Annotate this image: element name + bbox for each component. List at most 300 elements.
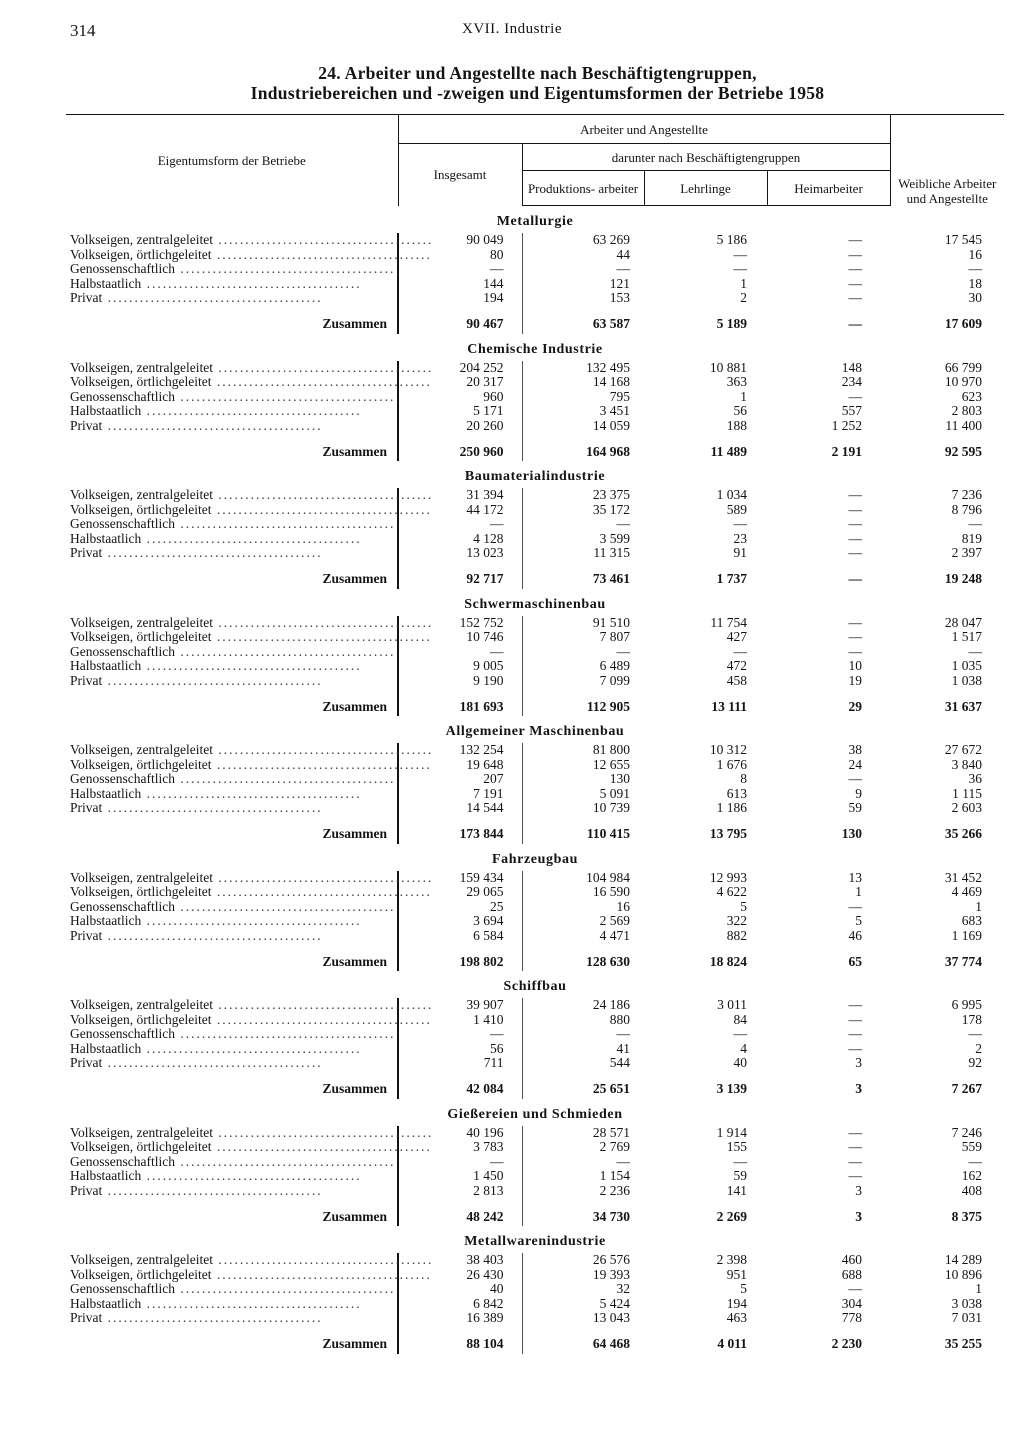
value-home-workers: — — [848, 545, 862, 560]
ownership-label-cell — [66, 246, 432, 263]
total-label: Zusammen — [322, 571, 387, 586]
section-header-row — [66, 461, 1004, 488]
section-header-row — [66, 1226, 1004, 1253]
value-home-workers: — — [848, 1139, 862, 1154]
ownership-label-cell — [66, 801, 398, 816]
table-row — [66, 659, 1004, 674]
table-row — [66, 1297, 1004, 1312]
value-home-workers: — — [848, 898, 862, 914]
value-production-workers: 26 576 — [522, 1253, 644, 1268]
total-value-apprentices: 11 489 — [710, 443, 747, 459]
value-total: — — [398, 262, 522, 277]
value-total: 6 584 — [398, 929, 522, 944]
ownership-label-cell — [66, 1056, 398, 1071]
ownership-label-cell — [66, 277, 398, 292]
value-home-workers: 13 — [848, 869, 862, 885]
table-row — [66, 361, 1004, 376]
value-female: 178 — [961, 1011, 982, 1027]
value-production-workers: 32 — [522, 1282, 644, 1297]
ownership-label: Genossenschaftlich — [70, 771, 175, 786]
table-title — [70, 63, 1005, 103]
value-home-workers: 148 — [841, 359, 862, 375]
value-apprentices: 141 — [726, 1182, 747, 1198]
total-value-home-workers: — — [848, 316, 862, 331]
ownership-label: Volkseigen, zentralgeleitet — [70, 1124, 213, 1140]
total-value-home-workers: 29 — [848, 698, 862, 714]
value-apprentices: 10 312 — [709, 742, 747, 757]
ownership-label-cell — [66, 487, 434, 503]
value-female: 92 — [968, 1055, 982, 1070]
table-row — [66, 390, 1004, 405]
total-value-home-workers: 2 230 — [831, 1336, 862, 1351]
ownership-label: Halbstaatlich — [70, 275, 142, 291]
total-value-home-workers: 2 191 — [831, 443, 862, 459]
total-value-production-workers: 25 651 — [522, 1071, 644, 1099]
leader-dots: ........................................ — [211, 374, 432, 389]
value-production-workers: 81 800 — [522, 743, 644, 758]
value-total: — — [398, 1027, 522, 1042]
ownership-label-cell — [66, 869, 434, 886]
ownership-label-cell — [66, 645, 398, 660]
value-total: 19 648 — [398, 758, 522, 773]
value-total: 132 254 — [398, 743, 522, 758]
value-female: 1 115 — [952, 785, 982, 801]
value-production-workers: 2 569 — [522, 914, 644, 929]
total-row — [66, 816, 1004, 844]
ownership-label: Privat — [70, 800, 103, 815]
value-production-workers: 121 — [522, 277, 644, 292]
value-apprentices: 188 — [726, 417, 747, 433]
value-female: 10 970 — [944, 374, 982, 389]
ownership-label-cell — [66, 614, 434, 631]
value-female: 31 452 — [944, 869, 982, 885]
ownership-label-cell — [66, 1169, 398, 1184]
value-total: 159 434 — [398, 871, 522, 886]
ownership-label: Privat — [70, 927, 103, 943]
ownership-label: Privat — [70, 672, 103, 688]
table-row — [66, 998, 1004, 1013]
total-label: Zusammen — [322, 1336, 387, 1351]
leader-dots: ........................................ — [102, 290, 323, 305]
table-body — [66, 206, 1004, 1354]
value-female: 408 — [961, 1182, 982, 1198]
table-row — [66, 419, 1004, 434]
leader-dots: ........................................ — [141, 530, 362, 546]
value-production-workers: — — [522, 262, 644, 277]
value-female: — — [968, 261, 982, 276]
value-female: 7 236 — [951, 487, 982, 502]
value-total: 5 171 — [398, 404, 522, 419]
table-row — [66, 787, 1004, 802]
value-female: 28 047 — [944, 614, 982, 630]
total-value-total: 198 802 — [398, 943, 522, 971]
value-home-workers: 1 — [855, 884, 862, 899]
value-home-workers: 38 — [848, 742, 862, 757]
leader-dots: ........................................ — [174, 898, 396, 914]
value-production-workers: 14 168 — [522, 375, 644, 390]
value-apprentices: 91 — [733, 545, 747, 560]
value-production-workers: 28 571 — [522, 1126, 644, 1141]
ownership-label-cell — [66, 404, 398, 419]
total-value-production-workers: 110 415 — [522, 816, 644, 844]
value-home-workers: — — [848, 530, 862, 546]
value-production-workers: 10 739 — [522, 801, 644, 816]
value-total: 56 — [398, 1042, 522, 1057]
total-value-apprentices: 1 737 — [716, 571, 747, 586]
table-row — [66, 871, 1004, 886]
value-home-workers: — — [848, 246, 862, 262]
value-production-workers: 6 489 — [522, 659, 644, 674]
total-value-total: 42 084 — [398, 1071, 522, 1099]
value-female: 4 469 — [951, 884, 982, 899]
value-female: 1 — [975, 898, 982, 914]
value-total: 152 752 — [398, 616, 522, 631]
value-total: 2 813 — [398, 1184, 522, 1199]
ownership-label: Genossenschaftlich — [70, 516, 175, 531]
value-apprentices: 5 — [740, 898, 747, 914]
ownership-label: Volkseigen, örtlichgeleitet — [70, 374, 212, 389]
value-home-workers: — — [848, 1153, 862, 1169]
ownership-label: Genossenschaftlich — [70, 1281, 175, 1296]
table-row — [66, 1126, 1004, 1141]
value-home-workers: 5 — [855, 913, 862, 928]
ownership-label-cell — [66, 1011, 432, 1028]
value-female: 14 289 — [944, 1252, 982, 1267]
total-value-home-workers: 3 — [855, 1208, 862, 1224]
value-female: 8 796 — [951, 501, 982, 517]
ownership-label: Volkseigen, zentralgeleitet — [70, 869, 213, 885]
ownership-label-cell — [66, 374, 432, 390]
value-production-workers: 63 269 — [522, 233, 644, 248]
section-header-row — [66, 589, 1004, 616]
value-total: 144 — [398, 277, 522, 292]
value-total: 29 065 — [398, 885, 522, 900]
value-female: 2 803 — [951, 403, 982, 418]
value-home-workers: 688 — [841, 1266, 862, 1282]
ownership-label-cell — [66, 1155, 398, 1170]
value-total: 40 — [398, 1282, 522, 1297]
ownership-label-cell — [66, 262, 398, 277]
value-female: 683 — [961, 913, 982, 928]
leader-dots: ........................................ — [102, 1182, 323, 1198]
ownership-label-cell — [66, 546, 398, 561]
ownership-label-cell — [66, 359, 434, 376]
leader-dots: ........................................ — [212, 359, 434, 375]
value-apprentices: 8 — [740, 771, 747, 786]
value-female: 2 397 — [951, 545, 982, 560]
value-home-workers: — — [848, 614, 862, 630]
value-production-workers: 4 471 — [522, 929, 644, 944]
total-value-apprentices: 4 011 — [717, 1336, 747, 1351]
value-home-workers: — — [848, 516, 862, 531]
value-home-workers: 1 252 — [831, 417, 862, 433]
value-production-workers: 130 — [522, 772, 644, 787]
value-production-workers: 3 451 — [522, 404, 644, 419]
total-row — [66, 561, 1004, 589]
table-row — [66, 375, 1004, 390]
value-total: 1 410 — [398, 1013, 522, 1028]
value-home-workers: 304 — [841, 1295, 862, 1311]
value-home-workers: 46 — [848, 927, 862, 943]
ownership-label-cell — [66, 532, 398, 547]
value-production-workers: 14 059 — [522, 419, 644, 434]
value-apprentices: 194 — [726, 1295, 747, 1311]
total-value-female: 35 266 — [944, 826, 982, 841]
leader-dots: ........................................ — [212, 869, 434, 885]
total-label: Zusammen — [322, 953, 387, 969]
leader-dots: ........................................ — [174, 1281, 396, 1296]
value-apprentices: 882 — [726, 927, 747, 943]
value-female: 1 517 — [951, 629, 982, 644]
total-row — [66, 306, 1004, 334]
value-production-workers: 544 — [522, 1056, 644, 1071]
total-value-female: 35 255 — [944, 1336, 982, 1351]
value-female: 17 545 — [944, 232, 982, 247]
ownership-label-cell — [66, 787, 398, 802]
table-row — [66, 914, 1004, 929]
value-production-workers: 11 315 — [522, 546, 644, 561]
value-production-workers: 2 769 — [522, 1140, 644, 1155]
value-total: 40 196 — [398, 1126, 522, 1141]
table-title-line-2: Industriebereichen und -zweigen und Eigentumsformen der Betriebe 1958 — [250, 83, 825, 103]
value-total: — — [398, 517, 522, 532]
ownership-label: Volkseigen, örtlichgeleitet — [70, 1266, 212, 1282]
value-female: 7 031 — [951, 1310, 982, 1325]
ownership-label-cell — [66, 674, 398, 689]
total-value-total: 92 717 — [398, 561, 522, 589]
ownership-label-cell — [66, 517, 398, 532]
value-apprentices: 4 622 — [716, 884, 747, 899]
value-production-workers: 19 393 — [522, 1268, 644, 1283]
total-value-production-workers: 63 587 — [522, 306, 644, 334]
value-home-workers: — — [848, 643, 862, 659]
value-female: 11 400 — [945, 417, 982, 433]
leader-dots: ........................................ — [212, 997, 434, 1012]
ownership-label: Genossenschaftlich — [70, 388, 175, 404]
value-apprentices: — — [733, 261, 747, 276]
value-apprentices: 363 — [726, 374, 747, 389]
total-value-female: 31 637 — [944, 698, 982, 714]
table-row — [66, 277, 1004, 292]
ownership-label-cell — [66, 1124, 434, 1141]
value-home-workers: 10 — [848, 658, 862, 673]
value-apprentices: 951 — [726, 1266, 747, 1282]
value-female: 162 — [961, 1168, 982, 1183]
ownership-label: Genossenschaftlich — [70, 898, 175, 914]
section-header-row — [66, 206, 1004, 234]
value-female: 10 896 — [944, 1266, 982, 1282]
value-home-workers: 460 — [841, 1252, 862, 1267]
value-production-workers: 44 — [522, 248, 644, 263]
ownership-label: Volkseigen, örtlichgeleitet — [70, 884, 212, 899]
value-female: 819 — [961, 530, 982, 546]
leader-dots: ........................................ — [141, 403, 362, 418]
ownership-label-cell — [66, 1139, 432, 1155]
total-row — [66, 943, 1004, 971]
value-apprentices: 472 — [726, 658, 747, 673]
ownership-label: Halbstaatlich — [70, 658, 142, 673]
leader-dots: ........................................ — [141, 1168, 362, 1183]
total-value-total: 250 960 — [398, 433, 522, 461]
leader-dots: ........................................ — [141, 913, 362, 928]
value-production-workers: — — [522, 645, 644, 660]
ownership-label: Privat — [70, 290, 103, 305]
value-total: 711 — [398, 1056, 522, 1071]
value-apprentices: 427 — [726, 629, 747, 644]
ownership-label-cell — [66, 742, 434, 758]
section-header-row — [66, 716, 1004, 743]
total-value-production-workers: 73 461 — [522, 561, 644, 589]
table-row — [66, 758, 1004, 773]
value-total: 207 — [398, 772, 522, 787]
table-row — [66, 1140, 1004, 1155]
table-row — [66, 503, 1004, 518]
ownership-label: Volkseigen, örtlichgeleitet — [70, 1011, 212, 1027]
value-female: — — [968, 1026, 982, 1041]
value-home-workers: — — [848, 1011, 862, 1027]
value-apprentices: — — [733, 246, 747, 262]
section-title: Metallwarenindustrie — [464, 1234, 606, 1249]
table-row — [66, 1184, 1004, 1199]
table-row — [66, 885, 1004, 900]
leader-dots: ........................................ — [174, 1026, 396, 1041]
leader-dots: ........................................ — [174, 771, 396, 786]
value-home-workers: — — [848, 232, 862, 247]
value-apprentices: 4 — [740, 1040, 747, 1056]
header-apprentices: Lehrlinge — [644, 171, 767, 206]
total-value-female: 8 375 — [951, 1208, 982, 1224]
value-apprentices: 1 034 — [716, 487, 747, 502]
ownership-label: Volkseigen, zentralgeleitet — [70, 742, 213, 757]
ownership-label: Genossenschaftlich — [70, 643, 175, 659]
ownership-label-cell — [66, 232, 434, 248]
ownership-label-cell — [66, 1266, 432, 1283]
value-production-workers: 880 — [522, 1013, 644, 1028]
table-row — [66, 262, 1004, 277]
ownership-label-cell — [66, 1297, 398, 1312]
table-row — [66, 248, 1004, 263]
value-total: 20 317 — [398, 375, 522, 390]
leader-dots: ........................................ — [212, 614, 434, 630]
ownership-label: Halbstaatlich — [70, 530, 142, 546]
running-head: XVII. Industrie — [462, 21, 562, 37]
section-header-row — [66, 844, 1004, 871]
value-production-workers: 16 — [522, 900, 644, 915]
value-home-workers: 557 — [841, 403, 862, 418]
value-total: 80 — [398, 248, 522, 263]
table-row — [66, 532, 1004, 547]
value-apprentices: 5 186 — [716, 232, 747, 247]
value-home-workers: — — [848, 261, 862, 276]
total-value-production-workers: 64 468 — [522, 1326, 644, 1354]
value-female: — — [968, 643, 982, 659]
value-production-workers: — — [522, 1027, 644, 1042]
value-total: 1 450 — [398, 1169, 522, 1184]
header-total: Insgesamt — [398, 144, 522, 206]
total-label: Zusammen — [322, 1208, 387, 1224]
value-female: 16 — [968, 246, 982, 262]
value-female: 3 840 — [951, 756, 982, 772]
value-production-workers: 3 599 — [522, 532, 644, 547]
value-total: 26 430 — [398, 1268, 522, 1283]
value-female: 1 169 — [951, 927, 982, 943]
total-value-production-workers: 34 730 — [522, 1198, 644, 1226]
leader-dots: ........................................ — [211, 1266, 432, 1282]
total-value-home-workers: 3 — [855, 1081, 862, 1096]
section-title: Allgemeiner Maschinenbau — [445, 724, 625, 739]
value-apprentices: 1 — [740, 388, 747, 404]
value-total: 90 049 — [398, 233, 522, 248]
header-female-workers: Weibliche Arbeiter und Angestellte — [890, 115, 1004, 206]
table-row — [66, 546, 1004, 561]
leader-dots: ........................................ — [102, 800, 323, 815]
leader-dots: ........................................ — [102, 672, 323, 688]
total-value-apprentices: 18 824 — [709, 953, 747, 969]
value-apprentices: 23 — [733, 530, 747, 546]
value-home-workers: — — [848, 388, 862, 404]
table-row — [66, 404, 1004, 419]
header-home-workers: Heimarbeiter — [767, 171, 890, 206]
total-value-home-workers: — — [848, 571, 862, 586]
total-value-apprentices: 2 269 — [716, 1208, 747, 1224]
ownership-label: Halbstaatlich — [70, 913, 142, 928]
leader-dots: ........................................ — [174, 261, 396, 276]
value-home-workers: — — [848, 1124, 862, 1140]
value-home-workers: — — [848, 1281, 862, 1296]
value-female: 1 035 — [951, 658, 982, 673]
leader-dots: ........................................ — [141, 275, 362, 291]
section-title: Metallurgie — [496, 214, 574, 229]
ownership-label: Genossenschaftlich — [70, 1153, 175, 1169]
value-female: 30 — [968, 290, 982, 305]
table-row — [66, 1169, 1004, 1184]
header-workers-employees: Arbeiter und Angestellte — [398, 115, 890, 144]
leader-dots: ........................................ — [212, 1124, 434, 1140]
total-value-total: 90 467 — [398, 306, 522, 334]
value-female: 36 — [968, 771, 982, 786]
total-label: Zusammen — [322, 698, 387, 714]
leader-dots: ........................................ — [102, 1055, 323, 1070]
header-employee-groups: darunter nach Beschäftigtengruppen — [522, 144, 890, 171]
table-title-line-1: 24. Arbeiter und Angestellte nach Beschäftigtengruppen, — [318, 63, 757, 83]
ownership-label-cell — [66, 772, 398, 787]
table-row — [66, 1056, 1004, 1071]
total-value-total: 88 104 — [398, 1326, 522, 1354]
section-header-row — [66, 1099, 1004, 1126]
value-production-workers: 5 091 — [522, 787, 644, 802]
value-production-workers: 132 495 — [522, 361, 644, 376]
value-production-workers: 104 984 — [522, 871, 644, 886]
total-label: Zusammen — [322, 443, 387, 459]
value-total: — — [398, 1155, 522, 1170]
value-apprentices: 1 186 — [716, 800, 747, 815]
ownership-label-cell — [66, 756, 432, 773]
value-apprentices: — — [733, 516, 747, 531]
value-total: 9 005 — [398, 659, 522, 674]
leader-dots: ........................................ — [211, 1139, 432, 1154]
ownership-label: Volkseigen, örtlichgeleitet — [70, 246, 212, 262]
value-total: 31 394 — [398, 488, 522, 503]
total-value-total: 181 693 — [398, 688, 522, 716]
ownership-label: Genossenschaftlich — [70, 1026, 175, 1041]
ownership-label: Halbstaatlich — [70, 1040, 142, 1056]
value-home-workers: — — [848, 1168, 862, 1183]
total-value-apprentices: 5 189 — [716, 316, 747, 331]
total-value-female: 17 609 — [944, 316, 982, 331]
value-female: 7 246 — [951, 1124, 982, 1140]
value-apprentices: — — [733, 1153, 747, 1169]
value-production-workers: 35 172 — [522, 503, 644, 518]
